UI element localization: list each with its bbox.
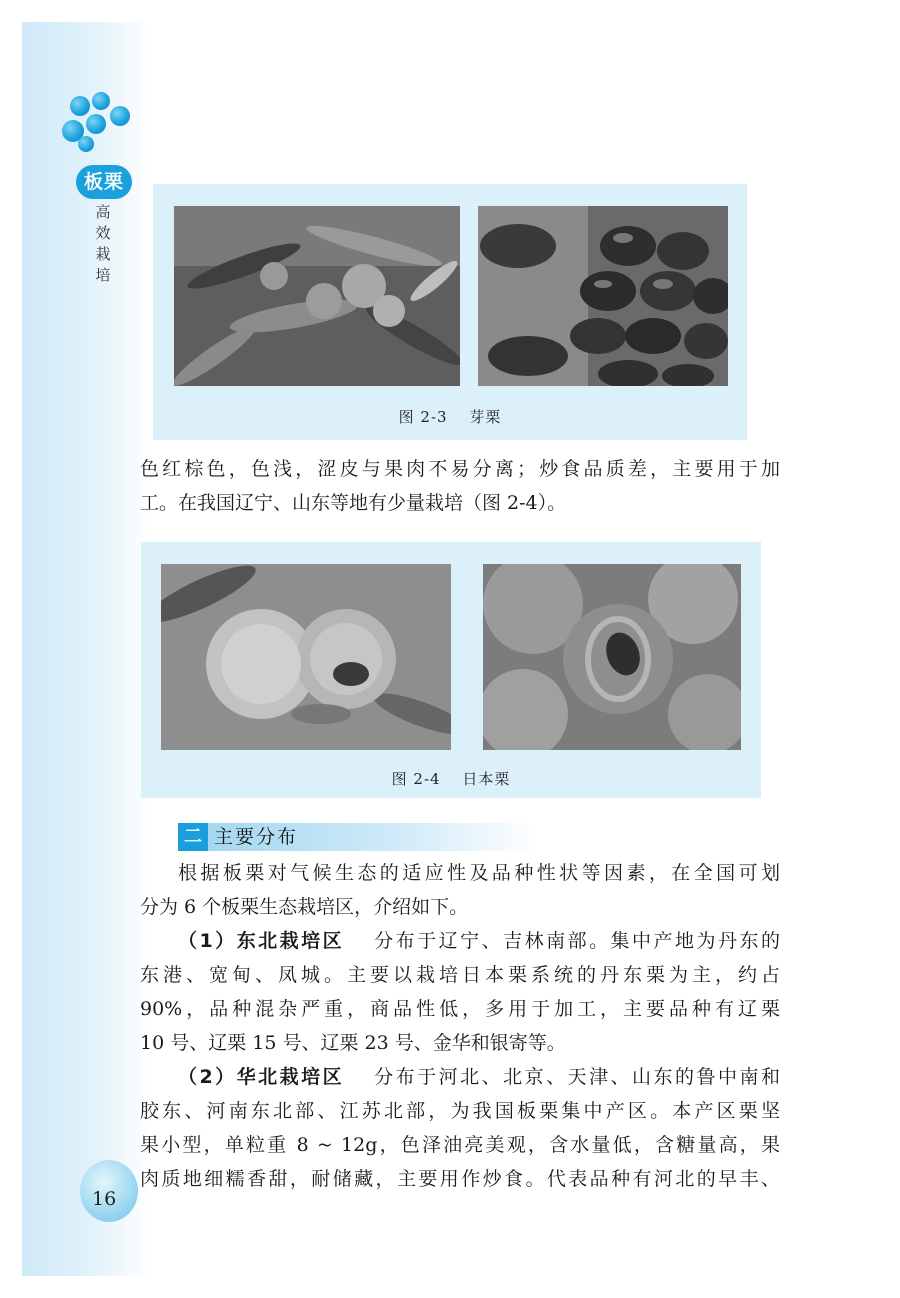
- photo-chestnut-burrs-ground: [483, 564, 741, 750]
- section-number: 二: [178, 823, 208, 851]
- photo-japanese-chestnut-burrs: [161, 564, 451, 750]
- vertical-book-title: [92, 202, 114, 286]
- text-line: 东港、宽甸、凤城。主要以栽培日本栗系统的丹东栗为主，约占: [140, 964, 780, 986]
- chestnut-balls-logo: [62, 92, 142, 152]
- text-line: （1）东北栽培区 分布于辽宁、吉林南部。集中产地为丹东的: [178, 930, 780, 952]
- text-line: 色红棕色，色浅，涩皮与果肉不易分离；炒食品质差，主要用于加: [140, 458, 780, 480]
- page-number: 16: [92, 1188, 117, 1210]
- text-line: 90%，品种混杂严重，商品性低，多用于加工，主要品种有辽栗: [140, 998, 780, 1020]
- text-line: 分为 6 个板栗生态栽培区，介绍如下。: [140, 896, 469, 918]
- text-line: 10 号、辽栗 15 号、辽栗 23 号、金华和银寄等。: [140, 1032, 566, 1054]
- photo-chestnut-burrs-on-tree: [174, 206, 460, 386]
- figure-2-4-caption: 图 2-4 日本栗: [391, 770, 511, 788]
- text-line: 工。在我国辽宁、山东等地有少量栽培（图 2-4）。: [140, 492, 567, 514]
- text-line: 胶东、河南东北部、江苏北部，为我国板栗集中产区。本产区栗坚: [140, 1100, 780, 1122]
- subsection-heading: （1）东北栽培区: [178, 930, 345, 952]
- title-char: 栽: [95, 245, 111, 263]
- photo-chestnuts-pile: [478, 206, 728, 386]
- subsection-heading: （2）华北栽培区: [178, 1066, 345, 1088]
- title-char: 高: [95, 203, 111, 221]
- sidebar-band: [22, 22, 150, 1276]
- paragraph-north-china-region: [140, 1060, 780, 1196]
- title-char: 效: [95, 224, 111, 242]
- text-line: （2）华北栽培区 分布于河北、北京、天津、山东的鲁中南和: [178, 1066, 780, 1088]
- text-line: 根据板栗对气候生态的适应性及品种性状等因素，在全国可划: [178, 862, 780, 884]
- paragraph-continued: [140, 452, 780, 520]
- book-badge: 板栗: [76, 165, 132, 199]
- figure-2-3-caption: 图 2-3 芽栗: [398, 408, 502, 426]
- title-char: 培: [95, 266, 111, 284]
- text-line: 肉质地细糯香甜，耐储藏，主要用作炒食。代表品种有河北的早丰、: [140, 1168, 780, 1190]
- section-title: 主要分布: [214, 826, 299, 848]
- paragraph-northeast-region: [140, 924, 780, 1060]
- text-line: 果小型，单粒重 8 ~ 12g，色泽油亮美观，含水量低，含糖量高，果: [140, 1134, 780, 1156]
- figure-2-4: [141, 542, 761, 798]
- paragraph-intro: [140, 856, 780, 924]
- figure-2-3: [153, 184, 747, 440]
